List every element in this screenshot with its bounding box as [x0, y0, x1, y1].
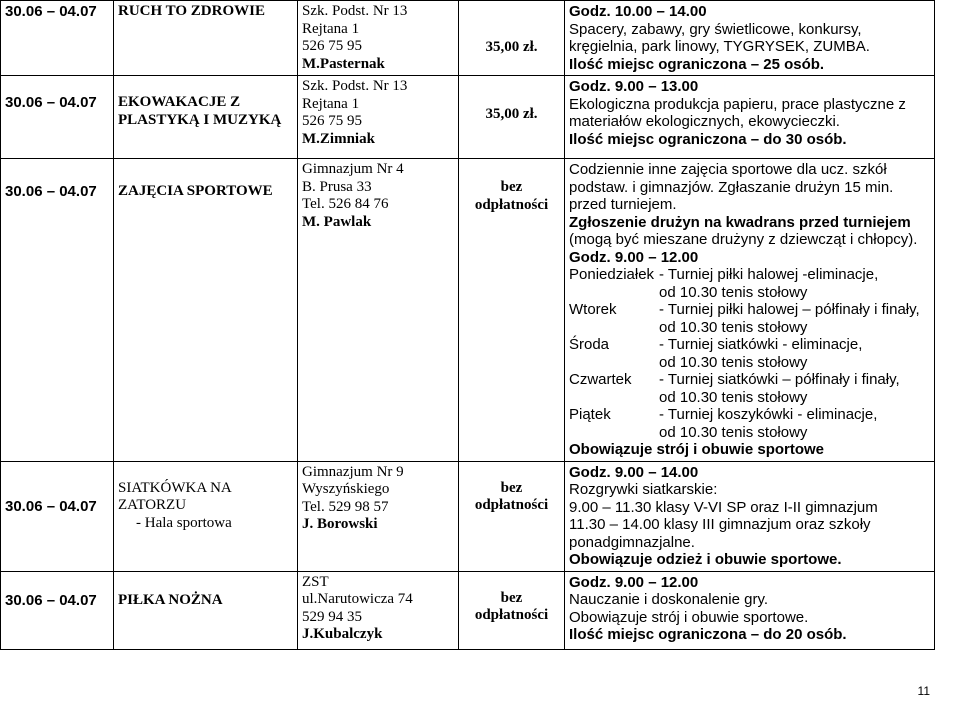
date-cell: 30.06 – 04.07 — [1, 1, 114, 76]
activity-title: EKOWAKACJE Z PLASTYKĄ I MUZYKĄ — [114, 76, 298, 159]
description-cell: Godz. 9.00 – 14.00 Rozgrywki siatkarskie: 9.00 – 11.30 klasy V-VI SP oraz I-II gimnazjum 11.30 – 14.00 klasy III gimnazjum oraz szkoły ponadgimnazjalne. Obowiązuje odzież i obuwie sportowe. — [565, 461, 935, 571]
description-cell: Godz. 9.00 – 13.00 Ekologiczna produkcja papieru, prace plastyczne z materiałów ekologicznych, ekowycieczki. Ilość miejsc ograniczona – do 30 osób. — [565, 76, 935, 159]
activity-title: ZAJĘCIA SPORTOWE — [114, 159, 298, 462]
list-item: Środa - Turniej siatkówki - eliminacje, — [569, 336, 863, 353]
table-row — [1, 159, 935, 462]
activity-title: RUCH TO ZDROWIE — [114, 1, 298, 76]
activity-title: SIATKÓWKA NA ZATORZU - Hala sportowa — [114, 461, 298, 571]
table-row — [1, 1, 935, 76]
table-row — [1, 76, 935, 159]
price-cell: bez odpłatności — [459, 571, 565, 649]
venue-cell: Gimnazjum Nr 9 Wyszyńskiego Tel. 529 98 57 J. Borowski — [298, 461, 459, 571]
list-item: Czwartek - Turniej siatkówki – półfinały i finały, — [569, 371, 900, 388]
description-cell: Codziennie inne zajęcia sportowe dla ucz. szkół podstaw. i gimnazjów. Zgłaszanie drużyn 15 min. przed turniejem. Zgłoszenie drużyn na kwadrans przed turniejem (mogą być mieszane drużyny z dziewcząt i chłopcy). Godz. 9.00 – 12.00 Poniedziałek - Turniej piłki halowej -eliminacje, od 10.30 tenis stołowy Wtorek - Turniej piłki halowej – półfinały i finały, od 10.30 tenis stołowy Środa - Turniej siatkówki - eliminacje, od 10.30 tenis stołowy Czwartek - Turniej siatkówki – półfinały i finały, od 10.30 tenis stołowy Piątek - Turniej koszykówki - eliminacje, od 10.30 tenis stołowy Obowiązuje strój i obuwie sportowe — [565, 159, 935, 462]
list-item: Piątek - Turniej koszykówki - eliminacje, — [569, 406, 878, 423]
page-number: 11 — [917, 684, 930, 698]
date-cell: 30.06 – 04.07 — [1, 461, 114, 571]
date-cell: 30.06 – 04.07 — [1, 159, 114, 462]
date-cell: 30.06 – 04.07 — [1, 571, 114, 649]
price-cell: bez odpłatności — [459, 461, 565, 571]
table-row — [1, 461, 935, 571]
list-item: Wtorek - Turniej piłki halowej – półfinały i finały, — [569, 301, 920, 318]
price-cell: 35,00 zł. — [459, 1, 565, 76]
list-item: Poniedziałek - Turniej piłki halowej -eliminacje, — [569, 266, 879, 283]
description-cell: Godz. 10.00 – 14.00 Spacery, zabawy, gry świetlicowe, konkursy, kręgielnia, park linowy, TYGRYSEK, ZUMBA. Ilość miejsc ograniczona – 25 osób. — [565, 1, 935, 76]
date-cell: 30.06 – 04.07 — [1, 76, 114, 159]
price-cell: bez odpłatności — [459, 159, 565, 462]
venue-cell: ZST ul.Narutowicza 74 529 94 35 J.Kubalczyk — [298, 571, 459, 649]
activity-title: PIŁKA NOŻNA — [114, 571, 298, 649]
venue-cell: Szk. Podst. Nr 13 Rejtana 1 526 75 95 M.Pasternak — [298, 1, 459, 76]
venue-cell: Gimnazjum Nr 4 B. Prusa 33 Tel. 526 84 76 M. Pawlak — [298, 159, 459, 462]
price-cell: 35,00 zł. — [459, 76, 565, 159]
table-row — [1, 571, 935, 649]
venue-cell: Szk. Podst. Nr 13 Rejtana 1 526 75 95 M.Zimniak — [298, 76, 459, 159]
description-cell: Godz. 9.00 – 12.00 Nauczanie i doskonalenie gry. Obowiązuje strój i obuwie sportowe. Ilość miejsc ograniczona – do 20 osób. — [565, 571, 935, 649]
